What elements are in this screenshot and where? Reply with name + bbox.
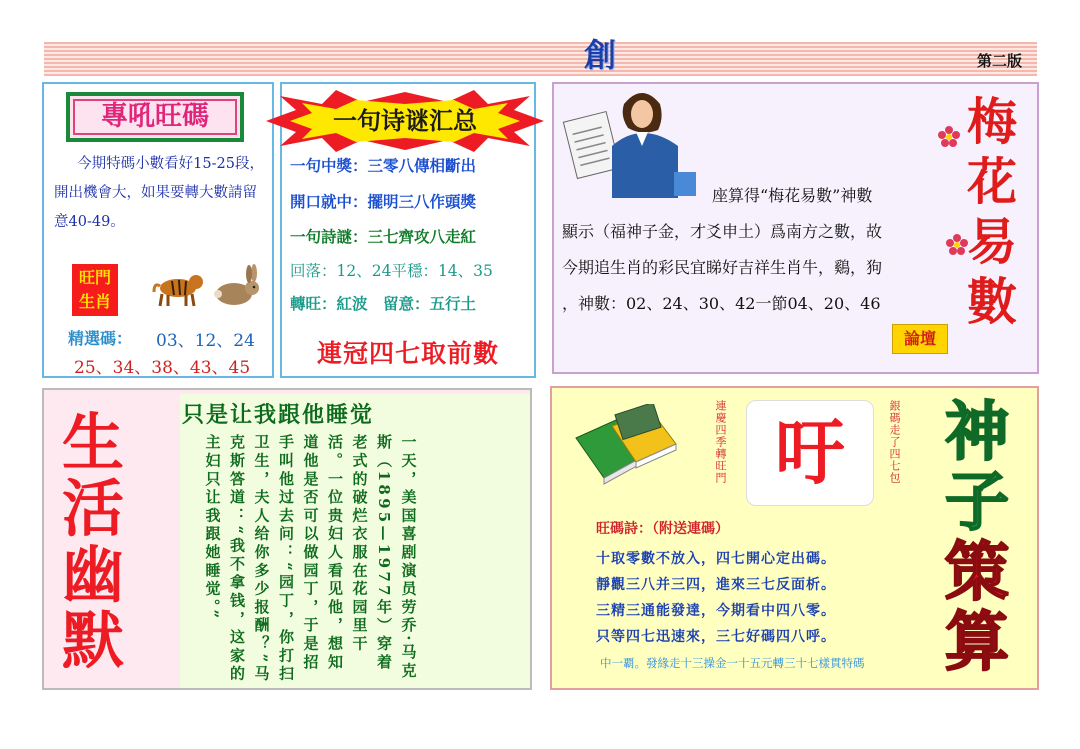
featured-character: 吁 — [746, 400, 874, 506]
panel5-vertical-title — [932, 395, 1022, 680]
poem-line: 三精三通能發達，今期看中四八零。 — [596, 603, 836, 619]
panel3-text — [562, 178, 942, 322]
title-char: 子 — [945, 465, 1009, 540]
forum-badge: 論壇 — [892, 324, 948, 354]
panel2-headline: 連冠四七取前數 — [316, 339, 499, 368]
panel1-text: 今期特碼小數看好15-25段，開出機會大，如果要轉大數請留意40-49。 — [54, 156, 264, 230]
poem-line: 十取零數不放入，四七開心定出碼。 — [596, 551, 836, 567]
riddle-line: 回落：12、24平穩：14、35 — [290, 262, 493, 280]
vertical-caption-left: 連慶四季轉旺門 — [714, 400, 727, 484]
picks-numbers-line2: 25、34、38、43、45 — [74, 358, 251, 378]
poem-line: 只等四七迅速來，三七好碼四八呼。 — [596, 629, 836, 645]
poem-title: 旺碼詩：（附送連碼） — [596, 521, 729, 537]
panel3-line: ，神數：02、24、30、42一節04、20、46 — [562, 294, 881, 313]
riddle-line: 一句中獎：三零八傳相斷出 — [290, 156, 477, 175]
riddle-line: 開口就中：擺明三八作頭獎 — [290, 192, 477, 211]
zodiac-badge: 旺門 生肖 — [72, 264, 118, 316]
picks-label: 精選碼： — [68, 329, 133, 348]
title-char: 神 — [945, 395, 1009, 470]
title-char: 策 — [945, 535, 1009, 610]
panel4-vertical-title: 生活幽默 — [61, 406, 124, 677]
title-char: 算 — [945, 605, 1009, 680]
panel3-vertical-title: 梅花易數 — [967, 92, 1017, 331]
riddle-line: 一句詩謎：三七齊攻八走紅 — [290, 227, 477, 246]
panel3-line: 座算得“梅花易數”神數 — [712, 186, 873, 205]
page-title: 創 — [583, 36, 646, 74]
story-text: 一天，美国喜剧演员劳乔·马克斯（1895—1977年）穿着老式的破烂衣服在花园里干活。一位贵妇人看见他，想知道他是否可以做园丁，于是招手叫他过去问：“园丁，你打扫卫生，夫人给你多少报酬？”马克斯答道：“我不拿钱，这家的主妇只让我跟她睡觉。” — [203, 434, 418, 684]
picks-numbers-line1: 03、12、24 — [156, 331, 255, 351]
story-title: 只是让我跟他睡觉 — [182, 402, 375, 428]
riddle-line: 轉旺：紅波 留意：五行土 — [290, 294, 477, 313]
poem-line: 靜觀三八并三四，進來三七反面析。 — [596, 577, 836, 593]
books-icon — [572, 404, 684, 486]
flower-icon — [938, 126, 960, 148]
rabbit-icon — [210, 264, 264, 310]
panel1-title: 專吼旺碼 — [66, 92, 244, 142]
panel3-line: 顯示（福神子金，才爻申土）爲南方之數，故 — [562, 222, 883, 241]
edition-label: 第二版 — [976, 52, 1022, 70]
panel5-footer: 中一覇。發緣走十三操金一十五元轉三十七樣貫特碼 — [600, 656, 865, 670]
panel2-title: 一句诗谜汇总 — [333, 106, 477, 135]
tiger-icon — [152, 268, 206, 308]
vertical-caption-right: 銀碼走了四七包 — [888, 400, 901, 484]
panel3-line: 今期追生肖的彩民宜睇好吉祥生肖牛，鷄，狗 — [562, 258, 883, 277]
